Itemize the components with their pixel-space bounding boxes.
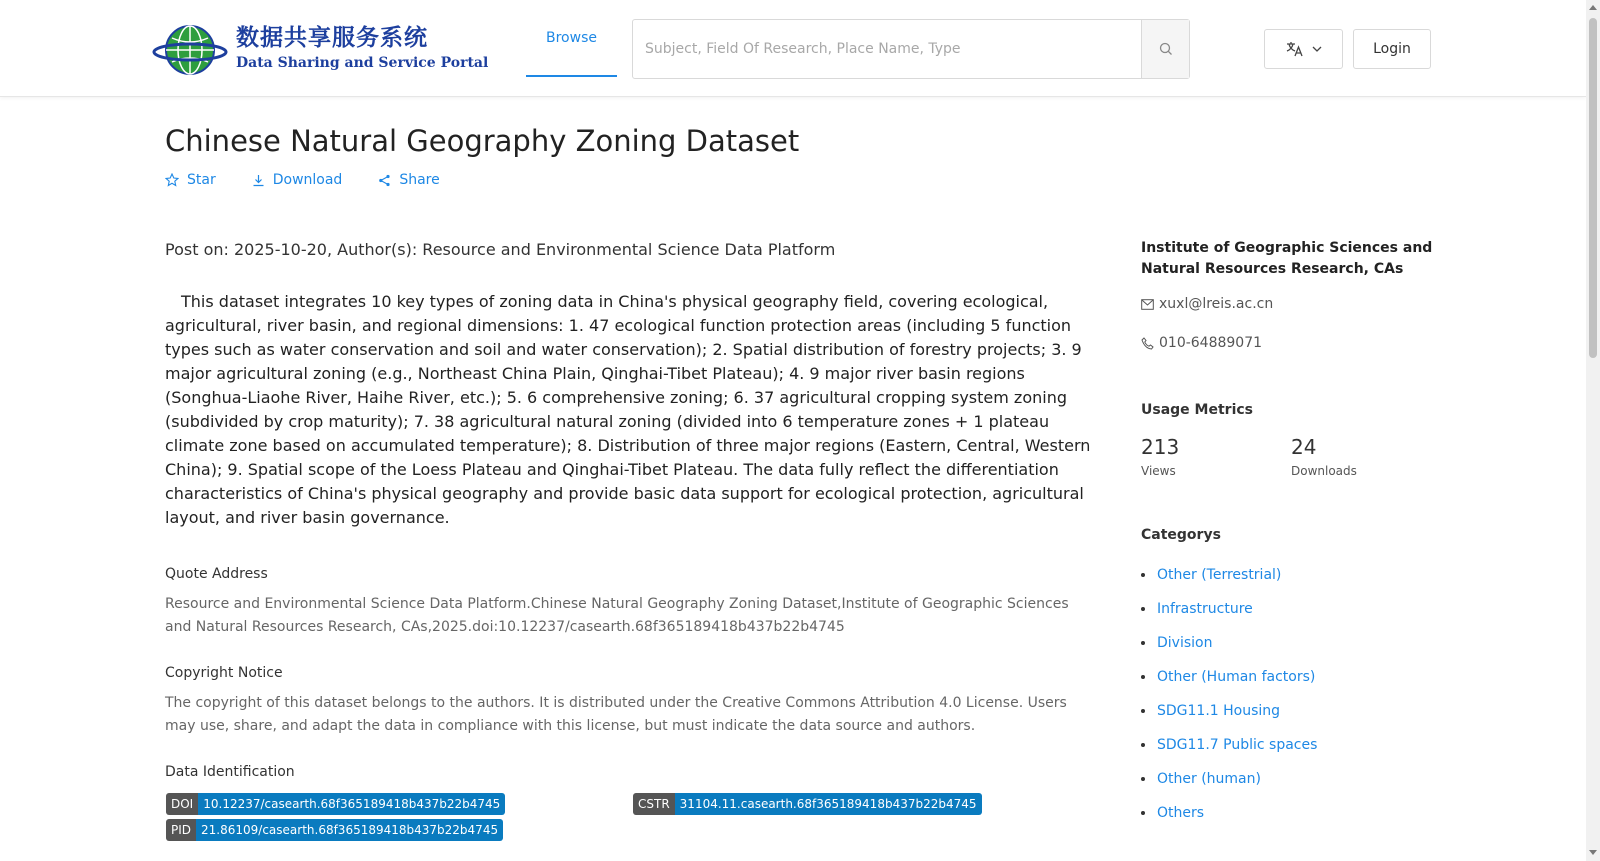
dataset-title: Chinese Natural Geography Zoning Dataset [165,124,800,158]
doi-badge[interactable] [166,793,505,815]
category-label: Other (Human factors) [1157,669,1316,685]
cstr-badge[interactable] [633,793,982,815]
copyright-text: The copyright of this dataset belongs to the authors. It is distributed under the Creative Commons Attribution 4.0 License. Users may use, share, and adapt the data in compliance with this license, but must indicate the data source and authors. [165,695,1067,734]
doi-key: DOI [166,793,198,815]
category-label: Infrastructure [1157,601,1253,617]
category-label: Other (Terrestrial) [1157,567,1282,583]
site-logo[interactable] [150,16,488,80]
downloads-metric [1291,434,1357,478]
bullet [1141,709,1145,713]
share-button[interactable] [378,172,439,188]
nav-browse-tab[interactable]: Browse [526,0,617,77]
bullet [1141,743,1145,747]
logo-title-en: Data Sharing and Service Portal [236,55,489,71]
category-label: Other (human) [1157,771,1261,787]
category-label: SDG11.1 Housing [1157,703,1281,719]
logo-title-cn: 数据共享服务系统 [236,25,428,51]
bullet [1141,641,1145,645]
pid-value: 21.86109/casearth.68f365189418b437b22b4745 [196,819,503,841]
search-icon [1159,42,1173,56]
category-label: Others [1157,805,1205,821]
globe-logo-icon [150,18,230,78]
cstr-value: 31104.11.casearth.68f365189418b437b22b4745 [675,793,982,815]
category-item[interactable] [1141,762,1317,796]
views-metric [1141,434,1179,478]
dataset-description: This dataset integrates 10 key types of zoning data in China's physical geography field, covering ecological, agricultural, river basin, and regional dimensions: 1. 47 ecological function protection areas (including 5 function types such as water conservation and soil and water conservation); 2. Spatial distribution of forestry projects; 3. 9 major agricultural zoning (e.g., Northeast China Plain, Qinghai-Tibet Plateau); 4. 9 major river basin regions (Songhua-Liaohe River, Haihe River, etc.); 5. 6 comprehensive zoning; 6. 37 agricultural cropping system zoning (subdivided by crop maturity); 7. 38 agricultural natural zoning (divided into 6 temperature zones + 1 plateau climate zone based on accumulated temperature); 8. Distribution of three major regions (Eastern, Central, Western China); 9. Spatial scope of the Loess Plateau and Qinghai-Tibet Plateau. The data fully reflect the differentiation characteristics of China's physical geography and provide basic data support for ecological protection, agricultural layout, and river basin governance. [165,292,1091,527]
bullet [1141,811,1145,815]
category-item[interactable] [1141,626,1317,660]
download-button[interactable] [252,172,343,188]
category-label: SDG11.7 Public spaces [1157,737,1318,753]
category-item[interactable] [1141,728,1317,762]
language-button[interactable] [1264,29,1343,69]
categories-list [1141,558,1317,830]
category-item[interactable] [1141,592,1317,626]
category-item[interactable] [1141,660,1317,694]
phone-text: 010-64889071 [1159,335,1263,351]
share-icon [378,174,391,187]
login-button[interactable]: Login [1353,29,1431,69]
doi-value: 10.12237/casearth.68f365189418b437b22b4745 [198,793,505,815]
downloads-count: 24 [1291,435,1317,459]
translate-icon [1286,41,1304,57]
star-icon [165,173,179,187]
email-text: xuxl@lreis.ac.cn [1159,296,1274,312]
pid-key: PID [166,819,196,841]
copyright-label: Copyright Notice [165,665,283,681]
bullet [1141,675,1145,679]
category-item[interactable] [1141,694,1317,728]
quote-address-label: Quote Address [165,566,268,582]
star-label: Star [187,172,216,188]
views-label: Views [1141,464,1176,478]
contact-phone [1141,335,1262,351]
phone-icon [1141,337,1154,350]
scroll-up-arrow-icon[interactable] [1589,5,1597,10]
views-count: 213 [1141,435,1180,459]
scroll-down-arrow-icon[interactable] [1589,850,1597,855]
download-label: Download [272,172,343,188]
chevron-down-icon [1312,46,1322,52]
downloads-label: Downloads [1291,464,1357,478]
contact-email[interactable] [1141,296,1273,312]
category-label: Division [1157,635,1213,651]
logo-text [236,23,488,73]
bullet [1141,777,1145,781]
star-button[interactable] [165,172,216,188]
page-scrollbar[interactable] [1586,0,1600,861]
pid-badge[interactable] [166,819,503,841]
search-input[interactable] [633,20,1141,78]
institution-name: Institute of Geographic Sciences and Natural Resources Research, CAs [1141,240,1433,277]
usage-metrics-title: Usage Metrics [1141,402,1253,418]
share-label: Share [399,172,440,188]
top-header [0,0,1586,97]
categories-title: Categorys [1141,527,1221,543]
cstr-key: CSTR [633,793,675,815]
mail-icon [1141,299,1154,310]
post-info: Post on: 2025-10-20, Author(s): Resource and Environmental Science Data Platform [165,240,836,259]
category-item[interactable] [1141,558,1317,592]
quote-address-text: Resource and Environmental Science Data Platform.Chinese Natural Geography Zoning Dataset,Institute of Geographic Sciences and Natural Resources Research, CAs,2025.doi:10.12237/casearth.68f365189418b437b22b4745 [165,596,1069,635]
download-icon [252,174,265,187]
search-button[interactable] [1141,20,1189,78]
data-identification-label: Data Identification [165,764,295,780]
bullet [1141,573,1145,577]
dataset-actions [165,172,440,188]
bullet [1141,607,1145,611]
scroll-thumb[interactable] [1589,18,1597,358]
search-box [632,19,1190,79]
category-item[interactable] [1141,796,1317,830]
